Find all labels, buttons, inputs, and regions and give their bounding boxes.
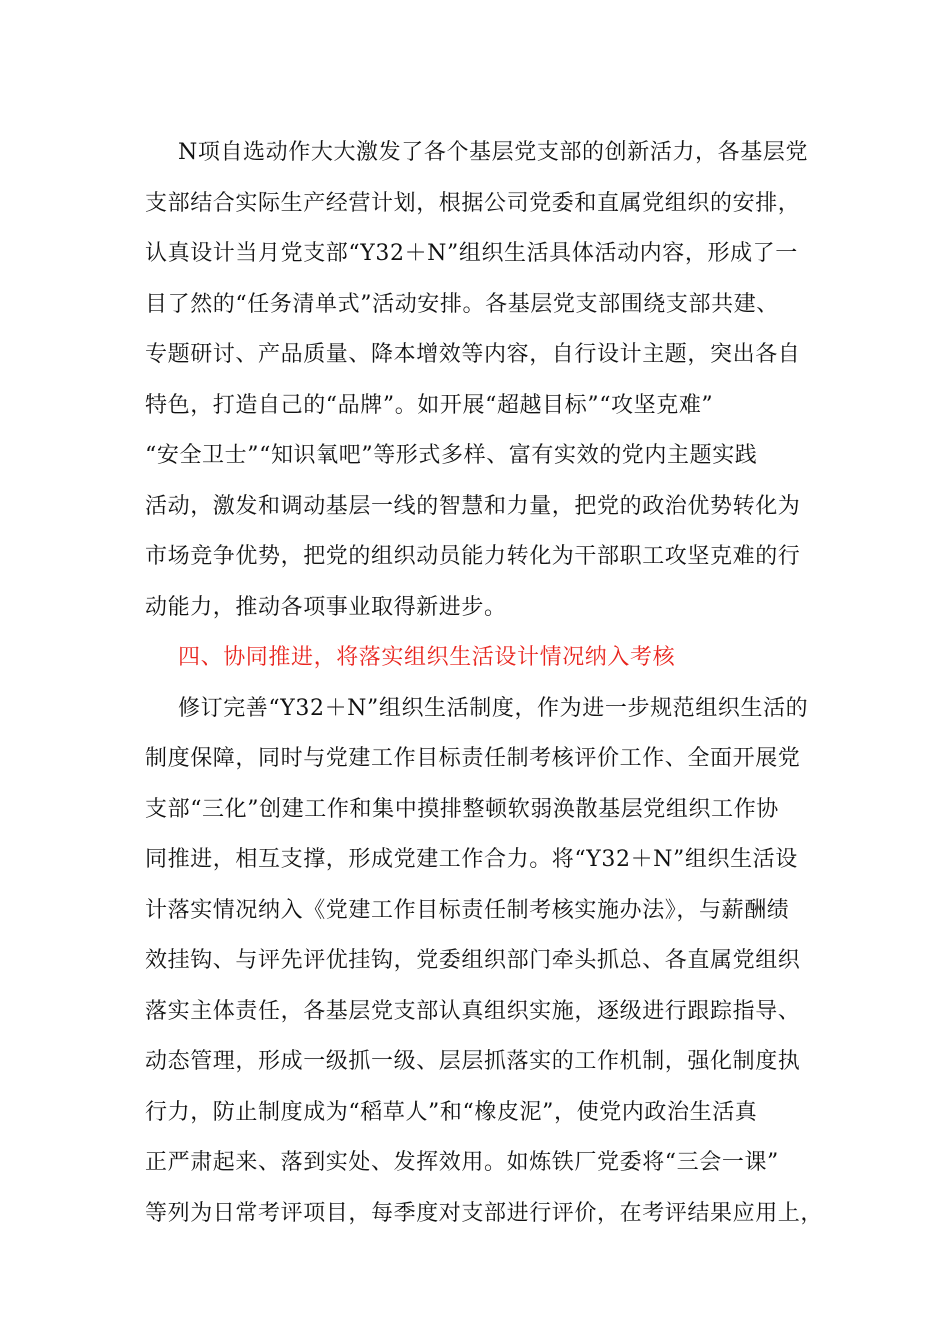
- paragraph-line: 专题研讨、产品质量、降本增效等内容，自行设计主题，突出各自: [145, 342, 801, 367]
- paragraph-line: 支部“三化”创建工作和集中摸排整顿软弱涣散基层党组织工作协: [145, 796, 779, 822]
- paragraph-line: 正严肃起来、落到实处、发挥效用。如炼铁厂党委将“三会一课”: [145, 1150, 779, 1175]
- paragraph-line: 修订完善“Y32＋N”组织生活制度，作为进一步规范组织生活的: [178, 695, 809, 721]
- paragraph-line: 行力，防止制度成为“稻草人”和“橡皮泥”，使党内政治生活真: [145, 1099, 758, 1125]
- paragraph-line: 效挂钩、与评先评优挂钩，党委组织部门牵头抓总、各直属党组织: [145, 948, 801, 973]
- paragraph-line: N项自选动作大大激发了各个基层党支部的创新活力，各基层党: [178, 140, 809, 165]
- body-text: [145, 128, 824, 1239]
- paragraph-line: 同推进，相互支撑，形成党建工作合力。将“Y32＋N”组织生活设: [145, 847, 798, 872]
- paragraph-line: 动态管理，形成一级抓一级、层层抓落实的工作机制，强化制度执: [145, 1049, 801, 1074]
- paragraph-line: 认真设计当月党支部“Y32＋N”组织生活具体活动内容，形成了一: [145, 241, 798, 266]
- paragraph-line: 活动，激发和调动基层一线的智慧和力量，把党的政治优势转化为: [145, 493, 801, 519]
- paragraph-line: 制度保障，同时与党建工作目标责任制考核评价工作、全面开展党: [145, 746, 801, 771]
- paragraph-line: “安全卫士”“知识氧吧”等形式多样、富有实效的党内主题实践: [145, 443, 758, 468]
- paragraph-line: 市场竞争优势，把党的组织动员能力转化为干部职工攻坚克难的行: [145, 544, 801, 569]
- paragraph-line: 特色，打造自己的“品牌”。如开展“超越目标”“攻坚克难”: [145, 392, 714, 418]
- paragraph-line: 等列为日常考评项目，每季度对支部进行评价，在考评结果应用上，: [145, 1200, 824, 1226]
- section-heading: 四、协同推进，将落实组织生活设计情况纳入考核: [178, 645, 676, 670]
- paragraph-line: 落实主体责任，各基层党支部认真组织实施，逐级进行跟踪指导、: [145, 998, 801, 1024]
- paragraph-line: 计落实情况纳入《党建工作目标责任制考核实施办法》，与薪酬绩: [145, 897, 790, 923]
- paragraph-line: 动能力，推动各项事业取得新进步。: [145, 594, 507, 620]
- paragraph-line: 目了然的“任务清单式”活动安排。各基层党支部围绕支部共建、: [145, 291, 779, 317]
- paragraph-line: 支部结合实际生产经营计划，根据公司党委和直属党组织的安排，: [145, 190, 801, 216]
